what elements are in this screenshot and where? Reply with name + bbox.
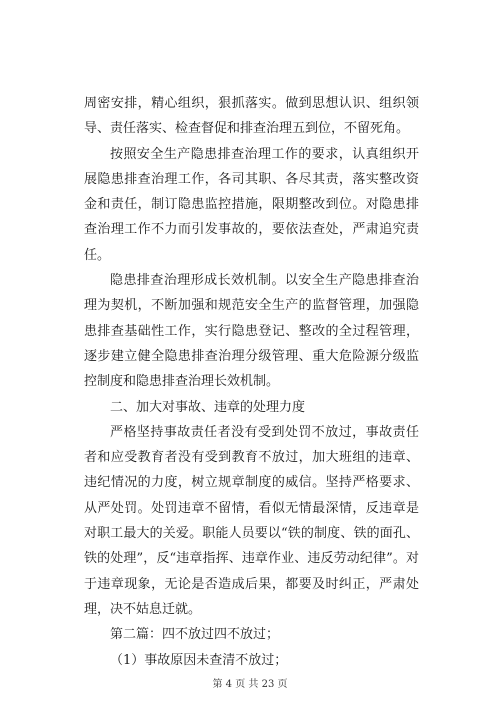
paragraph-long-term-mechanism: 隐患排查治理形成长效机制。以安全生产隐患排查治理为契机，不断加强和规范安全生产的监督管理，加强隐患排查基础性工作，实行隐患登记、整改的全过程管理，逐步建立健全隐患排查治理分级管理、重大危险源分级监控制度和隐患排查治理长效机制。	[84, 273, 419, 390]
section-heading-part-two: 第二篇：四不放过四不放过；	[110, 627, 280, 643]
paragraph-continuation: 周密安排，精心组织，狠抓落实。做到思想认识、组织领导、责任落实、检查督促和排查治理五到位，不留死角。	[84, 96, 419, 137]
page-number-footer: 第 4 页 共 23 页	[212, 679, 288, 690]
section-heading-accident-handling: 二、加大对事故、违章的处理力度	[110, 399, 306, 415]
list-item-cause-not-found: （1）事故原因未查清不放过；	[110, 652, 288, 668]
paragraph-accident-responsibility: 严格坚持事故责任者没有受到处罚不放过，事故责任者和应受教育者没有受到教育不放过，加大班组的违章、违纪情况的力度，树立规章制度的威信。坚持严格要求、从严处罚。处罚违章不留情，看似无情最深情，反违章是对职工最大的关爱。职能人员要以“铁的制度、铁的面孔、铁的处理”，反“违章指挥、违章作业、违反劳动纪律”。对于违章现象，无论是否造成后果，都要及时纠正，严肃处理，决不姑息迁就。	[84, 424, 419, 617]
paragraph-hazard-inspection: 按照安全生产隐患排查治理工作的要求，认真组织开展隐患排查治理工作，各司其职、各尽其责，落实整改资金和责任，制订隐患监控措施，限期整改到位。对隐患排查治理工作不力而引发事故的，要依法查处，严肃追究责任。	[84, 146, 419, 263]
document-body	[84, 91, 419, 673]
